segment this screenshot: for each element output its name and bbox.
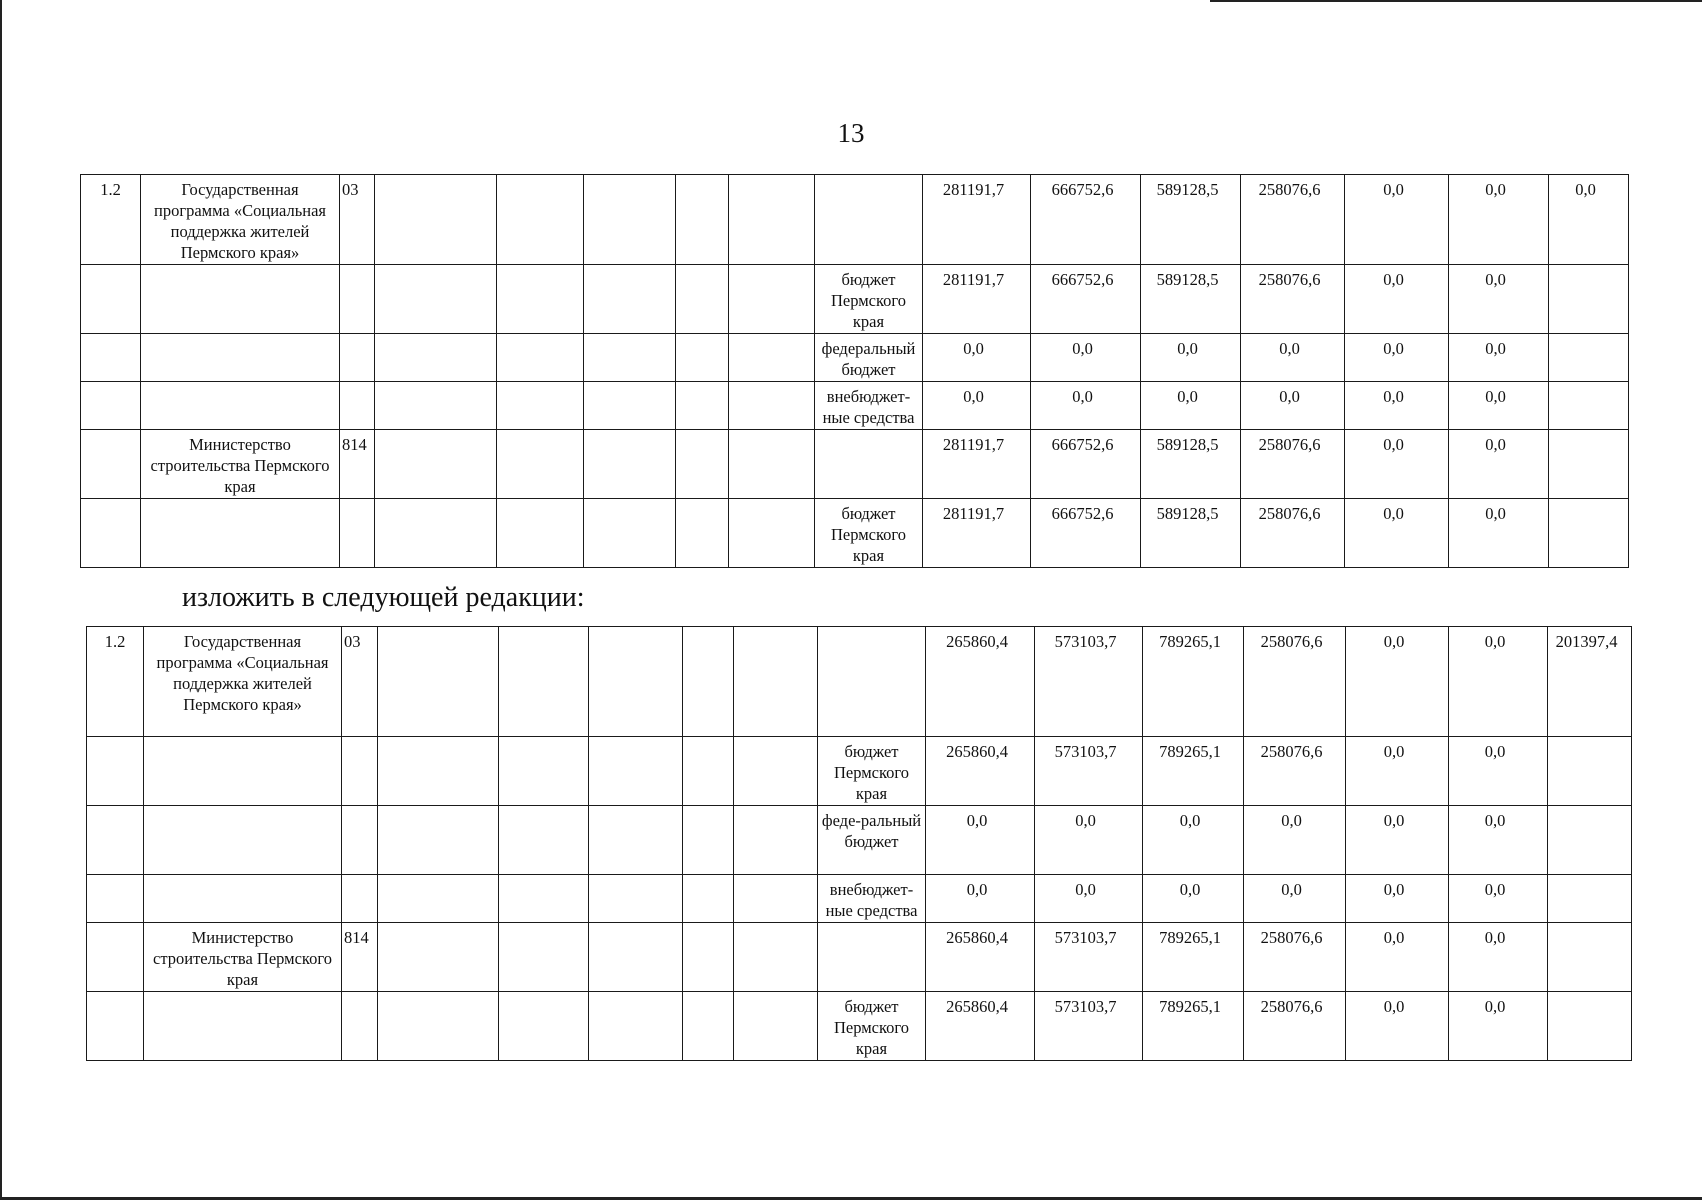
code-cell bbox=[342, 806, 378, 875]
amount-cell bbox=[1548, 737, 1632, 806]
table-row bbox=[87, 737, 1632, 806]
program-name-cell bbox=[144, 875, 342, 923]
budget-table-amended bbox=[86, 626, 1632, 1061]
empty-cell bbox=[375, 175, 497, 265]
amount-cell: 789265,1 bbox=[1143, 992, 1244, 1061]
empty-cell bbox=[589, 992, 683, 1061]
program-name-cell bbox=[144, 737, 342, 806]
program-name-cell bbox=[141, 382, 340, 430]
empty-cell bbox=[499, 923, 589, 992]
code-cell bbox=[342, 737, 378, 806]
code-cell bbox=[342, 992, 378, 1061]
amount-cell: 0,0 bbox=[1449, 265, 1549, 334]
empty-cell bbox=[734, 627, 818, 737]
empty-cell bbox=[497, 265, 584, 334]
amount-cell: 0,0 bbox=[1241, 382, 1345, 430]
table-row bbox=[87, 992, 1632, 1061]
budget-table-current bbox=[80, 174, 1629, 568]
amount-cell bbox=[1548, 875, 1632, 923]
empty-cell bbox=[378, 923, 499, 992]
page-number: 13 bbox=[837, 118, 865, 148]
empty-cell bbox=[589, 923, 683, 992]
empty-cell bbox=[584, 499, 676, 568]
amount-cell bbox=[1549, 499, 1629, 568]
amount-cell: 258076,6 bbox=[1241, 265, 1345, 334]
amount-cell: 0,0 bbox=[1345, 265, 1449, 334]
empty-cell bbox=[734, 923, 818, 992]
amount-cell: 265860,4 bbox=[926, 923, 1035, 992]
amount-cell: 0,0 bbox=[1346, 737, 1449, 806]
row-number-cell bbox=[87, 992, 144, 1061]
amount-cell: 573103,7 bbox=[1035, 992, 1143, 1061]
amount-cell: 0,0 bbox=[926, 875, 1035, 923]
empty-cell bbox=[729, 265, 815, 334]
funding-source-cell bbox=[818, 627, 926, 737]
empty-cell bbox=[683, 875, 734, 923]
amount-cell: 589128,5 bbox=[1141, 265, 1241, 334]
amount-cell: 265860,4 bbox=[926, 737, 1035, 806]
table-row bbox=[87, 875, 1632, 923]
empty-cell bbox=[734, 992, 818, 1061]
scan-edge-top bbox=[1210, 0, 1702, 2]
empty-cell bbox=[676, 382, 729, 430]
amount-cell: 201397,4 bbox=[1548, 627, 1632, 737]
amount-cell: 265860,4 bbox=[926, 992, 1035, 1061]
amount-cell: 0,0 bbox=[1549, 175, 1629, 265]
code-cell bbox=[340, 499, 375, 568]
empty-cell bbox=[378, 627, 499, 737]
amount-cell: 258076,6 bbox=[1241, 430, 1345, 499]
row-number-cell bbox=[81, 265, 141, 334]
amount-cell: 258076,6 bbox=[1244, 737, 1346, 806]
empty-cell bbox=[499, 806, 589, 875]
row-number-cell: 1.2 bbox=[81, 175, 141, 265]
empty-cell bbox=[589, 875, 683, 923]
amount-cell: 0,0 bbox=[1345, 334, 1449, 382]
amount-cell: 789265,1 bbox=[1143, 627, 1244, 737]
funding-source-cell: бюджет Пермского края bbox=[815, 265, 923, 334]
amount-cell: 0,0 bbox=[1449, 923, 1548, 992]
amount-cell: 0,0 bbox=[1449, 806, 1548, 875]
empty-cell bbox=[497, 175, 584, 265]
amount-cell: 573103,7 bbox=[1035, 627, 1143, 737]
amount-cell bbox=[1549, 430, 1629, 499]
table-row bbox=[87, 923, 1632, 992]
empty-cell bbox=[375, 382, 497, 430]
program-name-cell bbox=[144, 992, 342, 1061]
empty-cell bbox=[729, 499, 815, 568]
amount-cell: 0,0 bbox=[1346, 923, 1449, 992]
table-row bbox=[87, 627, 1632, 737]
table-row bbox=[81, 175, 1629, 265]
empty-cell bbox=[375, 334, 497, 382]
empty-cell bbox=[589, 737, 683, 806]
empty-cell bbox=[584, 382, 676, 430]
funding-source-cell bbox=[815, 175, 923, 265]
empty-cell bbox=[683, 992, 734, 1061]
empty-cell bbox=[499, 875, 589, 923]
amendment-heading: изложить в следующей редакции: bbox=[182, 582, 585, 613]
empty-cell bbox=[378, 806, 499, 875]
program-name-cell: Министерство строительства Пермского края bbox=[141, 430, 340, 499]
program-name-cell bbox=[141, 334, 340, 382]
amount-cell: 0,0 bbox=[1449, 737, 1548, 806]
row-number-cell bbox=[87, 806, 144, 875]
funding-source-cell: федеральный бюджет bbox=[815, 334, 923, 382]
code-cell bbox=[342, 875, 378, 923]
row-number-cell bbox=[81, 334, 141, 382]
empty-cell bbox=[375, 430, 497, 499]
empty-cell bbox=[499, 737, 589, 806]
row-number-cell bbox=[87, 875, 144, 923]
amount-cell: 0,0 bbox=[1346, 875, 1449, 923]
amount-cell: 573103,7 bbox=[1035, 923, 1143, 992]
amount-cell: 573103,7 bbox=[1035, 737, 1143, 806]
amount-cell bbox=[1549, 382, 1629, 430]
funding-source-cell: бюджет Пермского края bbox=[818, 737, 926, 806]
amount-cell: 0,0 bbox=[923, 334, 1031, 382]
amount-cell: 666752,6 bbox=[1031, 430, 1141, 499]
amount-cell: 0,0 bbox=[1141, 382, 1241, 430]
code-cell bbox=[340, 382, 375, 430]
table-row bbox=[87, 806, 1632, 875]
empty-cell bbox=[589, 806, 683, 875]
amount-cell: 258076,6 bbox=[1244, 627, 1346, 737]
row-number-cell: 1.2 bbox=[87, 627, 144, 737]
row-number-cell bbox=[87, 923, 144, 992]
amount-cell: 0,0 bbox=[1449, 175, 1549, 265]
empty-cell bbox=[378, 875, 499, 923]
row-number-cell bbox=[81, 499, 141, 568]
code-cell: 814 bbox=[342, 923, 378, 992]
amount-cell: 0,0 bbox=[1449, 499, 1549, 568]
empty-cell bbox=[378, 992, 499, 1061]
amount-cell: 666752,6 bbox=[1031, 265, 1141, 334]
empty-cell bbox=[497, 382, 584, 430]
table-row bbox=[81, 430, 1629, 499]
empty-cell bbox=[729, 430, 815, 499]
amount-cell: 0,0 bbox=[926, 806, 1035, 875]
empty-cell bbox=[676, 499, 729, 568]
amount-cell: 258076,6 bbox=[1244, 923, 1346, 992]
amount-cell: 0,0 bbox=[1345, 382, 1449, 430]
empty-cell bbox=[589, 627, 683, 737]
scan-edge-left bbox=[0, 0, 2, 1200]
empty-cell bbox=[734, 806, 818, 875]
program-name-cell bbox=[141, 265, 340, 334]
row-number-cell bbox=[87, 737, 144, 806]
amount-cell: 0,0 bbox=[1031, 334, 1141, 382]
amount-cell: 281191,7 bbox=[923, 265, 1031, 334]
amount-cell bbox=[1548, 992, 1632, 1061]
empty-cell bbox=[676, 265, 729, 334]
amount-cell: 258076,6 bbox=[1241, 499, 1345, 568]
code-cell bbox=[340, 334, 375, 382]
amount-cell: 0,0 bbox=[1345, 175, 1449, 265]
amount-cell: 258076,6 bbox=[1241, 175, 1345, 265]
empty-cell bbox=[375, 265, 497, 334]
amount-cell: 0,0 bbox=[1345, 499, 1449, 568]
amount-cell: 0,0 bbox=[1031, 382, 1141, 430]
code-cell bbox=[340, 265, 375, 334]
empty-cell bbox=[729, 334, 815, 382]
amount-cell: 0,0 bbox=[1346, 992, 1449, 1061]
funding-source-cell: внебюджет-ные средства bbox=[818, 875, 926, 923]
empty-cell bbox=[683, 737, 734, 806]
empty-cell bbox=[499, 992, 589, 1061]
empty-cell bbox=[683, 627, 734, 737]
amount-cell: 589128,5 bbox=[1141, 499, 1241, 568]
empty-cell bbox=[584, 334, 676, 382]
empty-cell bbox=[497, 430, 584, 499]
empty-cell bbox=[499, 627, 589, 737]
amount-cell: 666752,6 bbox=[1031, 499, 1141, 568]
amount-cell: 258076,6 bbox=[1244, 992, 1346, 1061]
empty-cell bbox=[676, 430, 729, 499]
amount-cell: 0,0 bbox=[1449, 875, 1548, 923]
amount-cell: 0,0 bbox=[1143, 875, 1244, 923]
amount-cell: 0,0 bbox=[1035, 806, 1143, 875]
amount-cell: 0,0 bbox=[1143, 806, 1244, 875]
amount-cell bbox=[1549, 265, 1629, 334]
funding-source-cell: бюджет Пермского края bbox=[815, 499, 923, 568]
amount-cell: 0,0 bbox=[1346, 806, 1449, 875]
empty-cell bbox=[584, 430, 676, 499]
empty-cell bbox=[729, 175, 815, 265]
amount-cell: 265860,4 bbox=[926, 627, 1035, 737]
amount-cell: 0,0 bbox=[1449, 334, 1549, 382]
empty-cell bbox=[584, 265, 676, 334]
empty-cell bbox=[375, 499, 497, 568]
amount-cell bbox=[1548, 923, 1632, 992]
table-row bbox=[81, 334, 1629, 382]
amount-cell: 666752,6 bbox=[1031, 175, 1141, 265]
empty-cell bbox=[378, 737, 499, 806]
program-name-cell: Государственная программа «Социальная поддержка жителей Пермского края» bbox=[144, 627, 342, 737]
empty-cell bbox=[497, 334, 584, 382]
amount-cell: 0,0 bbox=[1244, 875, 1346, 923]
program-name-cell: Государственная программа «Социальная поддержка жителей Пермского края» bbox=[141, 175, 340, 265]
amount-cell: 0,0 bbox=[1141, 334, 1241, 382]
amount-cell: 0,0 bbox=[1449, 382, 1549, 430]
amount-cell: 0,0 bbox=[1345, 430, 1449, 499]
amount-cell: 0,0 bbox=[1035, 875, 1143, 923]
program-name-cell bbox=[141, 499, 340, 568]
empty-cell bbox=[734, 875, 818, 923]
funding-source-cell: внебюджет-ные средства bbox=[815, 382, 923, 430]
amount-cell: 789265,1 bbox=[1143, 737, 1244, 806]
amount-cell bbox=[1549, 334, 1629, 382]
empty-cell bbox=[729, 382, 815, 430]
code-cell: 03 bbox=[342, 627, 378, 737]
table-row bbox=[81, 265, 1629, 334]
amount-cell: 281191,7 bbox=[923, 430, 1031, 499]
empty-cell bbox=[683, 806, 734, 875]
funding-source-cell bbox=[818, 923, 926, 992]
empty-cell bbox=[584, 175, 676, 265]
amount-cell: 589128,5 bbox=[1141, 175, 1241, 265]
amount-cell: 0,0 bbox=[1241, 334, 1345, 382]
empty-cell bbox=[734, 737, 818, 806]
amount-cell: 0,0 bbox=[1244, 806, 1346, 875]
amount-cell: 589128,5 bbox=[1141, 430, 1241, 499]
funding-source-cell bbox=[815, 430, 923, 499]
program-name-cell: Министерство строительства Пермского края bbox=[144, 923, 342, 992]
empty-cell bbox=[683, 923, 734, 992]
amount-cell bbox=[1548, 806, 1632, 875]
amount-cell: 0,0 bbox=[1449, 627, 1548, 737]
empty-cell bbox=[676, 334, 729, 382]
amount-cell: 0,0 bbox=[1449, 430, 1549, 499]
code-cell: 814 bbox=[340, 430, 375, 499]
amount-cell: 0,0 bbox=[923, 382, 1031, 430]
empty-cell bbox=[497, 499, 584, 568]
amount-cell: 789265,1 bbox=[1143, 923, 1244, 992]
amount-cell: 281191,7 bbox=[923, 499, 1031, 568]
program-name-cell bbox=[144, 806, 342, 875]
funding-source-cell: бюджет Пермского края bbox=[818, 992, 926, 1061]
amount-cell: 0,0 bbox=[1449, 992, 1548, 1061]
table-row bbox=[81, 382, 1629, 430]
table-row bbox=[81, 499, 1629, 568]
code-cell: 03 bbox=[340, 175, 375, 265]
amount-cell: 0,0 bbox=[1346, 627, 1449, 737]
row-number-cell bbox=[81, 430, 141, 499]
row-number-cell bbox=[81, 382, 141, 430]
funding-source-cell: феде-ральный бюджет bbox=[818, 806, 926, 875]
amount-cell: 281191,7 bbox=[923, 175, 1031, 265]
empty-cell bbox=[676, 175, 729, 265]
